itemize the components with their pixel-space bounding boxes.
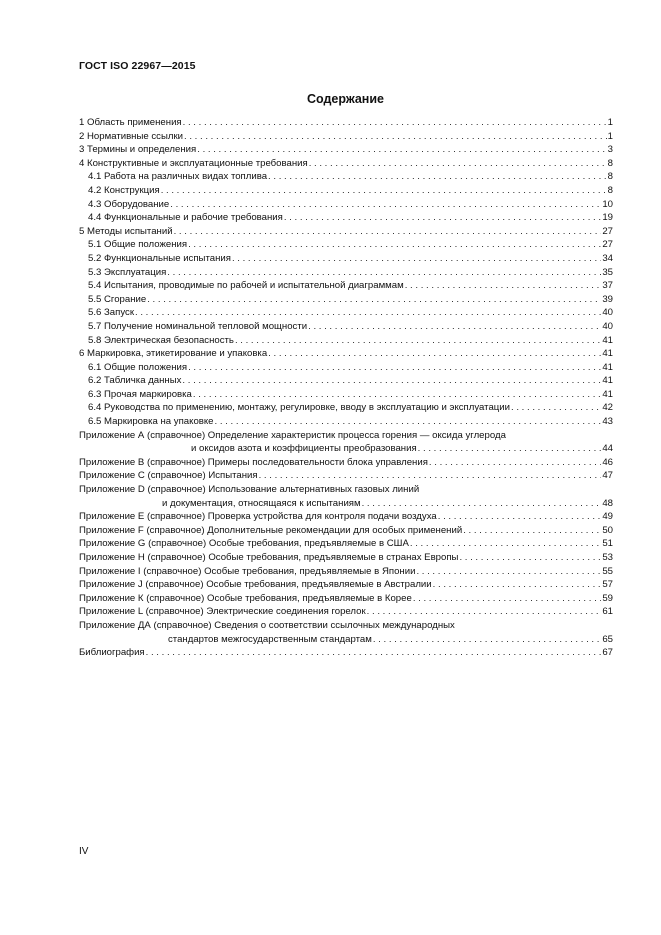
dot-leader xyxy=(188,361,601,375)
dot-leader xyxy=(309,157,607,171)
toc-entry-page: 55 xyxy=(602,565,613,577)
dot-leader xyxy=(416,565,601,579)
toc-entry-title: 2 Нормативные ссылки xyxy=(79,130,184,142)
toc-entry-title: 4.3 Оборудование xyxy=(88,198,170,210)
page-title: Содержание xyxy=(306,92,384,106)
toc-entry-title: 5 Методы испытаний xyxy=(79,225,173,237)
toc-entry-title: Приложение L (справочное) Электрические соединения горелок xyxy=(79,606,366,618)
toc-entry[interactable] xyxy=(79,211,613,225)
dot-leader xyxy=(235,334,601,348)
dot-leader xyxy=(193,388,601,402)
toc-entry-title: 1 Область применения xyxy=(79,117,182,128)
dot-leader xyxy=(413,592,602,606)
toc-entry-page: 41 xyxy=(602,334,613,346)
dot-leader xyxy=(183,116,607,130)
dot-leader xyxy=(438,510,602,524)
toc-entry-title: 5.1 Общие положения xyxy=(88,239,188,251)
dot-leader xyxy=(405,279,602,293)
toc-entry-title: 5.4 Испытания, проводимые по рабочей и испытательной диаграммам xyxy=(88,280,404,292)
toc-entry-title: Приложение J (справочное) Особые требования, предъявляемые в Австралии xyxy=(79,579,432,591)
toc-entry[interactable] xyxy=(79,619,613,646)
toc-entry-page: 8 xyxy=(607,157,613,169)
dot-leader xyxy=(188,238,601,252)
toc-entry-title: 6.4 Руководства по применению, монтажу, регулировке, вводу в эксплуатацию и эксплуатации xyxy=(88,402,510,414)
toc-entry[interactable] xyxy=(79,469,613,483)
toc-entry-title: Библиография xyxy=(79,647,145,659)
toc-entry[interactable] xyxy=(79,578,613,592)
toc-entry-page: 47 xyxy=(602,470,613,482)
toc-entry-title: Приложение Е (справочное) Проверка устройства для контроля подачи воздуха xyxy=(79,511,437,523)
dot-leader xyxy=(135,306,601,320)
dot-leader xyxy=(418,442,602,456)
toc-entry-page: 1 xyxy=(607,117,613,128)
toc-entry-page: 10 xyxy=(602,198,613,210)
toc-entry-page: 67 xyxy=(602,647,613,659)
toc-entry-page: 35 xyxy=(602,266,613,278)
toc-entry-page: 3 xyxy=(607,144,613,156)
toc-entry-title: Приложение К (справочное) Особые требования, предъявляемые в Корее xyxy=(79,592,412,604)
dot-leader xyxy=(308,320,601,334)
toc-entry-title: и оксидов азота и коэффициенты преобразования xyxy=(191,443,417,455)
toc-entry-page: 51 xyxy=(602,538,613,550)
dot-leader xyxy=(167,266,601,280)
toc-entry-page: 65 xyxy=(602,633,613,645)
toc-entry[interactable] xyxy=(79,592,613,606)
toc-entry-page: 49 xyxy=(602,511,613,523)
toc-entry-title: 4.2 Конструкция xyxy=(88,184,160,196)
dot-leader xyxy=(284,211,601,225)
dot-leader xyxy=(146,646,602,660)
dot-leader xyxy=(161,184,607,198)
dot-leader xyxy=(197,143,606,157)
toc-entry-title: 5.3 Эксплуатация xyxy=(88,266,167,278)
toc-entry[interactable] xyxy=(79,510,613,524)
toc-entry[interactable] xyxy=(79,279,613,293)
document-header: ГОСТ ISO 22967—2015 xyxy=(79,60,196,72)
toc-entry[interactable] xyxy=(79,130,613,144)
toc-entry-title: 6 Маркировка, этикетирование и упаковка xyxy=(79,348,268,360)
dot-leader xyxy=(182,374,601,388)
toc-entry[interactable] xyxy=(79,565,613,579)
toc-entry-title: стандартов межгосударственным стандартам xyxy=(168,633,372,645)
toc-entry-page: 41 xyxy=(602,348,613,360)
toc-entry-page: 42 xyxy=(602,402,613,414)
toc-entry-title: 3 Термины и определения xyxy=(79,144,197,156)
toc-entry[interactable] xyxy=(79,361,613,375)
toc-entry-title: 6.3 Прочая маркировка xyxy=(88,388,192,400)
toc-entry-page: 50 xyxy=(602,524,613,536)
dot-leader xyxy=(268,170,607,184)
toc-entry[interactable] xyxy=(79,524,613,538)
toc-entry[interactable] xyxy=(79,116,613,130)
toc-entry-title: 4.4 Функциональные и рабочие требования xyxy=(88,212,283,224)
toc-entry[interactable] xyxy=(79,401,613,415)
toc-entry-title: Приложение F (справочное) Дополнительные рекомендации для особых применений xyxy=(79,524,463,536)
toc-entry[interactable] xyxy=(79,456,613,470)
toc-entry-title: 6.2 Табличка данных xyxy=(88,375,182,387)
toc-entry-page: 27 xyxy=(602,239,613,251)
toc-entry-title: и документация, относящаяся к испытаниям xyxy=(162,497,361,509)
toc-entry-page: 44 xyxy=(602,443,613,455)
toc-entry[interactable] xyxy=(79,646,613,660)
toc-entry[interactable] xyxy=(79,157,613,171)
toc-entry-page: 53 xyxy=(602,552,613,563)
dot-leader xyxy=(170,198,601,212)
toc-entry-title: Приложение В (справочное) Примеры последовательности блока управления xyxy=(79,456,428,468)
toc-entry-title: 4.1 Работа на различных видах топлива xyxy=(88,171,268,183)
toc-entry-title: Приложение Н (справочное) Особые требования, предъявляемые в странах Европы xyxy=(79,552,459,563)
toc-entry[interactable] xyxy=(79,537,613,551)
toc-entry-page: 27 xyxy=(602,225,613,237)
toc-entry[interactable] xyxy=(79,306,613,320)
toc-entry[interactable] xyxy=(79,334,613,348)
dot-leader xyxy=(459,551,601,565)
dot-leader xyxy=(362,497,602,511)
toc-entry[interactable] xyxy=(79,238,613,252)
toc-entry-page: 61 xyxy=(602,606,613,618)
toc-entry[interactable] xyxy=(79,143,613,157)
toc-entry-page: 1 xyxy=(607,130,613,142)
dot-leader xyxy=(147,293,601,307)
toc-entry[interactable] xyxy=(79,388,613,402)
toc-entry-title: Приложение D (справочное) Использование альтернативных газовых линий xyxy=(79,484,420,496)
table-of-contents xyxy=(79,116,613,660)
toc-entry-page: 34 xyxy=(602,252,613,264)
toc-entry-title: Приложение I (справочное) Особые требования, предъявляемые в Японии xyxy=(79,565,416,577)
dot-leader xyxy=(373,633,601,647)
dot-leader xyxy=(184,130,607,144)
toc-entry-page: 43 xyxy=(602,416,613,428)
toc-entry-page: 19 xyxy=(602,212,613,224)
toc-entry-page: 46 xyxy=(602,456,613,468)
toc-entry[interactable] xyxy=(79,184,613,198)
dot-leader xyxy=(463,524,601,538)
toc-entry[interactable] xyxy=(79,266,613,280)
toc-entry[interactable] xyxy=(79,198,613,212)
dot-leader xyxy=(410,537,601,551)
toc-entry-title: 5.2 Функциональные испытания xyxy=(88,252,231,264)
toc-entry-title: Приложение G (справочное) Особые требования, предъявляемые в США xyxy=(79,538,409,550)
toc-entry[interactable] xyxy=(79,374,613,388)
toc-entry-title: 5.6 Запуск xyxy=(88,307,135,319)
toc-entry-page: 40 xyxy=(602,307,613,319)
dot-leader xyxy=(433,578,602,592)
toc-entry-title: 5.7 Получение номинальной тепловой мощности xyxy=(88,320,308,332)
dot-leader xyxy=(232,252,601,266)
toc-entry-page: 48 xyxy=(602,497,613,509)
toc-entry[interactable] xyxy=(79,347,613,361)
toc-entry-title: Приложение С (справочное) Испытания xyxy=(79,470,258,482)
toc-entry-page: 41 xyxy=(602,361,613,373)
toc-entry-title: 5.8 Электрическая безопасность xyxy=(88,334,234,346)
toc-entry-page: 37 xyxy=(602,280,613,292)
dot-leader xyxy=(259,469,602,483)
toc-entry-title: 5.5 Сгорание xyxy=(88,293,147,305)
toc-entry[interactable] xyxy=(79,415,613,429)
toc-entry[interactable] xyxy=(79,320,613,334)
toc-entry[interactable] xyxy=(79,225,613,239)
toc-entry[interactable] xyxy=(79,551,613,565)
toc-entry[interactable] xyxy=(79,170,613,184)
toc-entry-title: 6.5 Маркировка на упаковке xyxy=(88,416,214,428)
dot-leader xyxy=(367,605,602,619)
toc-entry[interactable] xyxy=(79,429,613,456)
toc-entry[interactable] xyxy=(79,252,613,266)
toc-entry-page: 41 xyxy=(602,375,613,387)
dot-leader xyxy=(268,347,601,361)
dot-leader xyxy=(215,415,602,429)
toc-entry-page: 57 xyxy=(602,579,613,591)
toc-entry-page: 41 xyxy=(602,388,613,400)
toc-entry-title: 6.1 Общие положения xyxy=(88,361,188,373)
toc-entry-title: 4 Конструктивные и эксплуатационные требования xyxy=(79,157,308,169)
dot-leader xyxy=(511,401,601,415)
toc-entry-page: 8 xyxy=(607,184,613,196)
toc-entry-page: 59 xyxy=(602,592,613,604)
toc-entry[interactable] xyxy=(79,293,613,307)
toc-entry-page: 8 xyxy=(607,171,613,183)
dot-leader xyxy=(174,225,602,239)
dot-leader xyxy=(429,456,601,470)
toc-entry[interactable] xyxy=(79,605,613,619)
toc-entry[interactable] xyxy=(79,483,613,510)
page-number: IV xyxy=(79,846,89,857)
toc-entry-page: 39 xyxy=(602,293,613,305)
toc-entry-title: Приложение А (справочное) Определение характеристик процесса горения — оксида углерода xyxy=(79,429,506,441)
toc-entry-title: Приложение ДА (справочное) Сведения о соответствии ссылочных международных xyxy=(79,619,455,631)
toc-entry-page: 40 xyxy=(602,320,613,332)
